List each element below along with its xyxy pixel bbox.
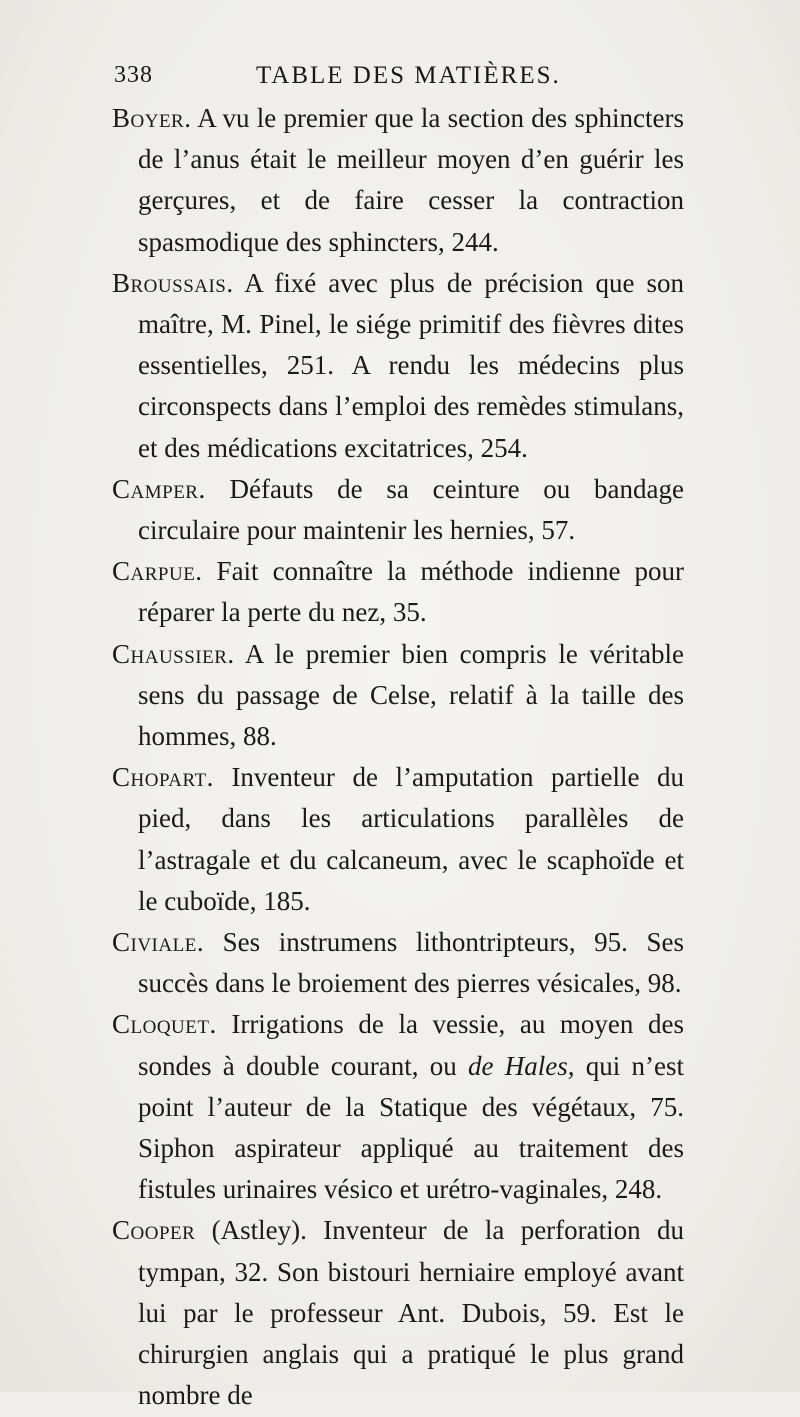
- entry-camper: [112, 469, 684, 551]
- entry-cloquet: [112, 1004, 684, 1210]
- entry-text: Ses instrumens lithontripteurs, 95. Ses succès dans le broiement des pierres vésicales, 98.: [138, 927, 684, 999]
- entry-name: Camper.: [112, 473, 206, 504]
- entry-name: Chaussier.: [112, 638, 235, 669]
- entry-text: Inventeur de l’amputation partielle du pied, dans les articulations parallèles de l’astragale et du calcaneum, avec le scaphoïde et le cuboïde, 185.: [138, 762, 684, 916]
- entry-name: Chopart.: [112, 762, 214, 793]
- entry-chopart: [112, 757, 684, 922]
- entry-carpue: [112, 551, 684, 633]
- entry-italic-text: de Hales,: [467, 1050, 575, 1081]
- entry-text: qui n’est point l’auteur de la Statique des végétaux, 75. Siphon aspirateur appliqué au traitement des fistules urinaires vésico et urétro-vaginales, 248.: [138, 1050, 684, 1205]
- entry-text: Défauts de sa ceinture ou bandage circulaire pour maintenir les hernies, 57.: [138, 473, 684, 546]
- running-title: TABLE DES MATIÈRES.: [256, 62, 561, 89]
- entry-chaussier: [112, 634, 684, 758]
- entry-text: (Astley). Inventeur de la perforation du tympan, 32. Son bistouri herniaire employé avant lui par le professeur Ant. Dubois, 59. Est le chirurgien anglais qui a pratiqué le plus grand nombre de: [138, 1215, 684, 1411]
- entry-broussais: [112, 263, 684, 469]
- entry-text: A vu le premier que la section des sphincters de l’anus était le meilleur moyen d’en guérir les gerçures, et de faire cesser la contraction spasmodique des sphincters, 244.: [138, 103, 684, 257]
- entry-text: A fixé avec plus de précision que son maître, M. Pinel, le siége primitif des fièvres dites essentielles, 251. A rendu les médecins plus circonspects dans l’emploi des remèdes stimulans, et des médications excitatrices, 254.: [138, 267, 684, 463]
- entry-name: Civiale.: [112, 927, 205, 958]
- entry-cooper: [112, 1210, 684, 1416]
- entry-text: Fait connaître la méthode indienne pour réparer la perte du nez, 35.: [138, 556, 684, 628]
- entry-civiale: [112, 922, 684, 1004]
- entry-name: Broussais.: [112, 267, 234, 298]
- entry-text: A le premier bien compris le véritable sens du passage de Celse, relatif à la taille des hommes, 88.: [138, 638, 684, 752]
- entry-text: Irrigations de la vessie, au moyen des sondes à double courant, ou: [138, 1009, 684, 1081]
- entry-name: Carpue.: [112, 556, 203, 587]
- index-entries: [112, 98, 684, 1417]
- page-header: [114, 62, 674, 102]
- entry-name: Boyer.: [112, 103, 192, 133]
- entry-name: Cloquet.: [112, 1009, 217, 1040]
- entry-name: Cooper: [112, 1215, 196, 1246]
- page-number: 338: [114, 62, 153, 88]
- entry-boyer: [112, 98, 684, 263]
